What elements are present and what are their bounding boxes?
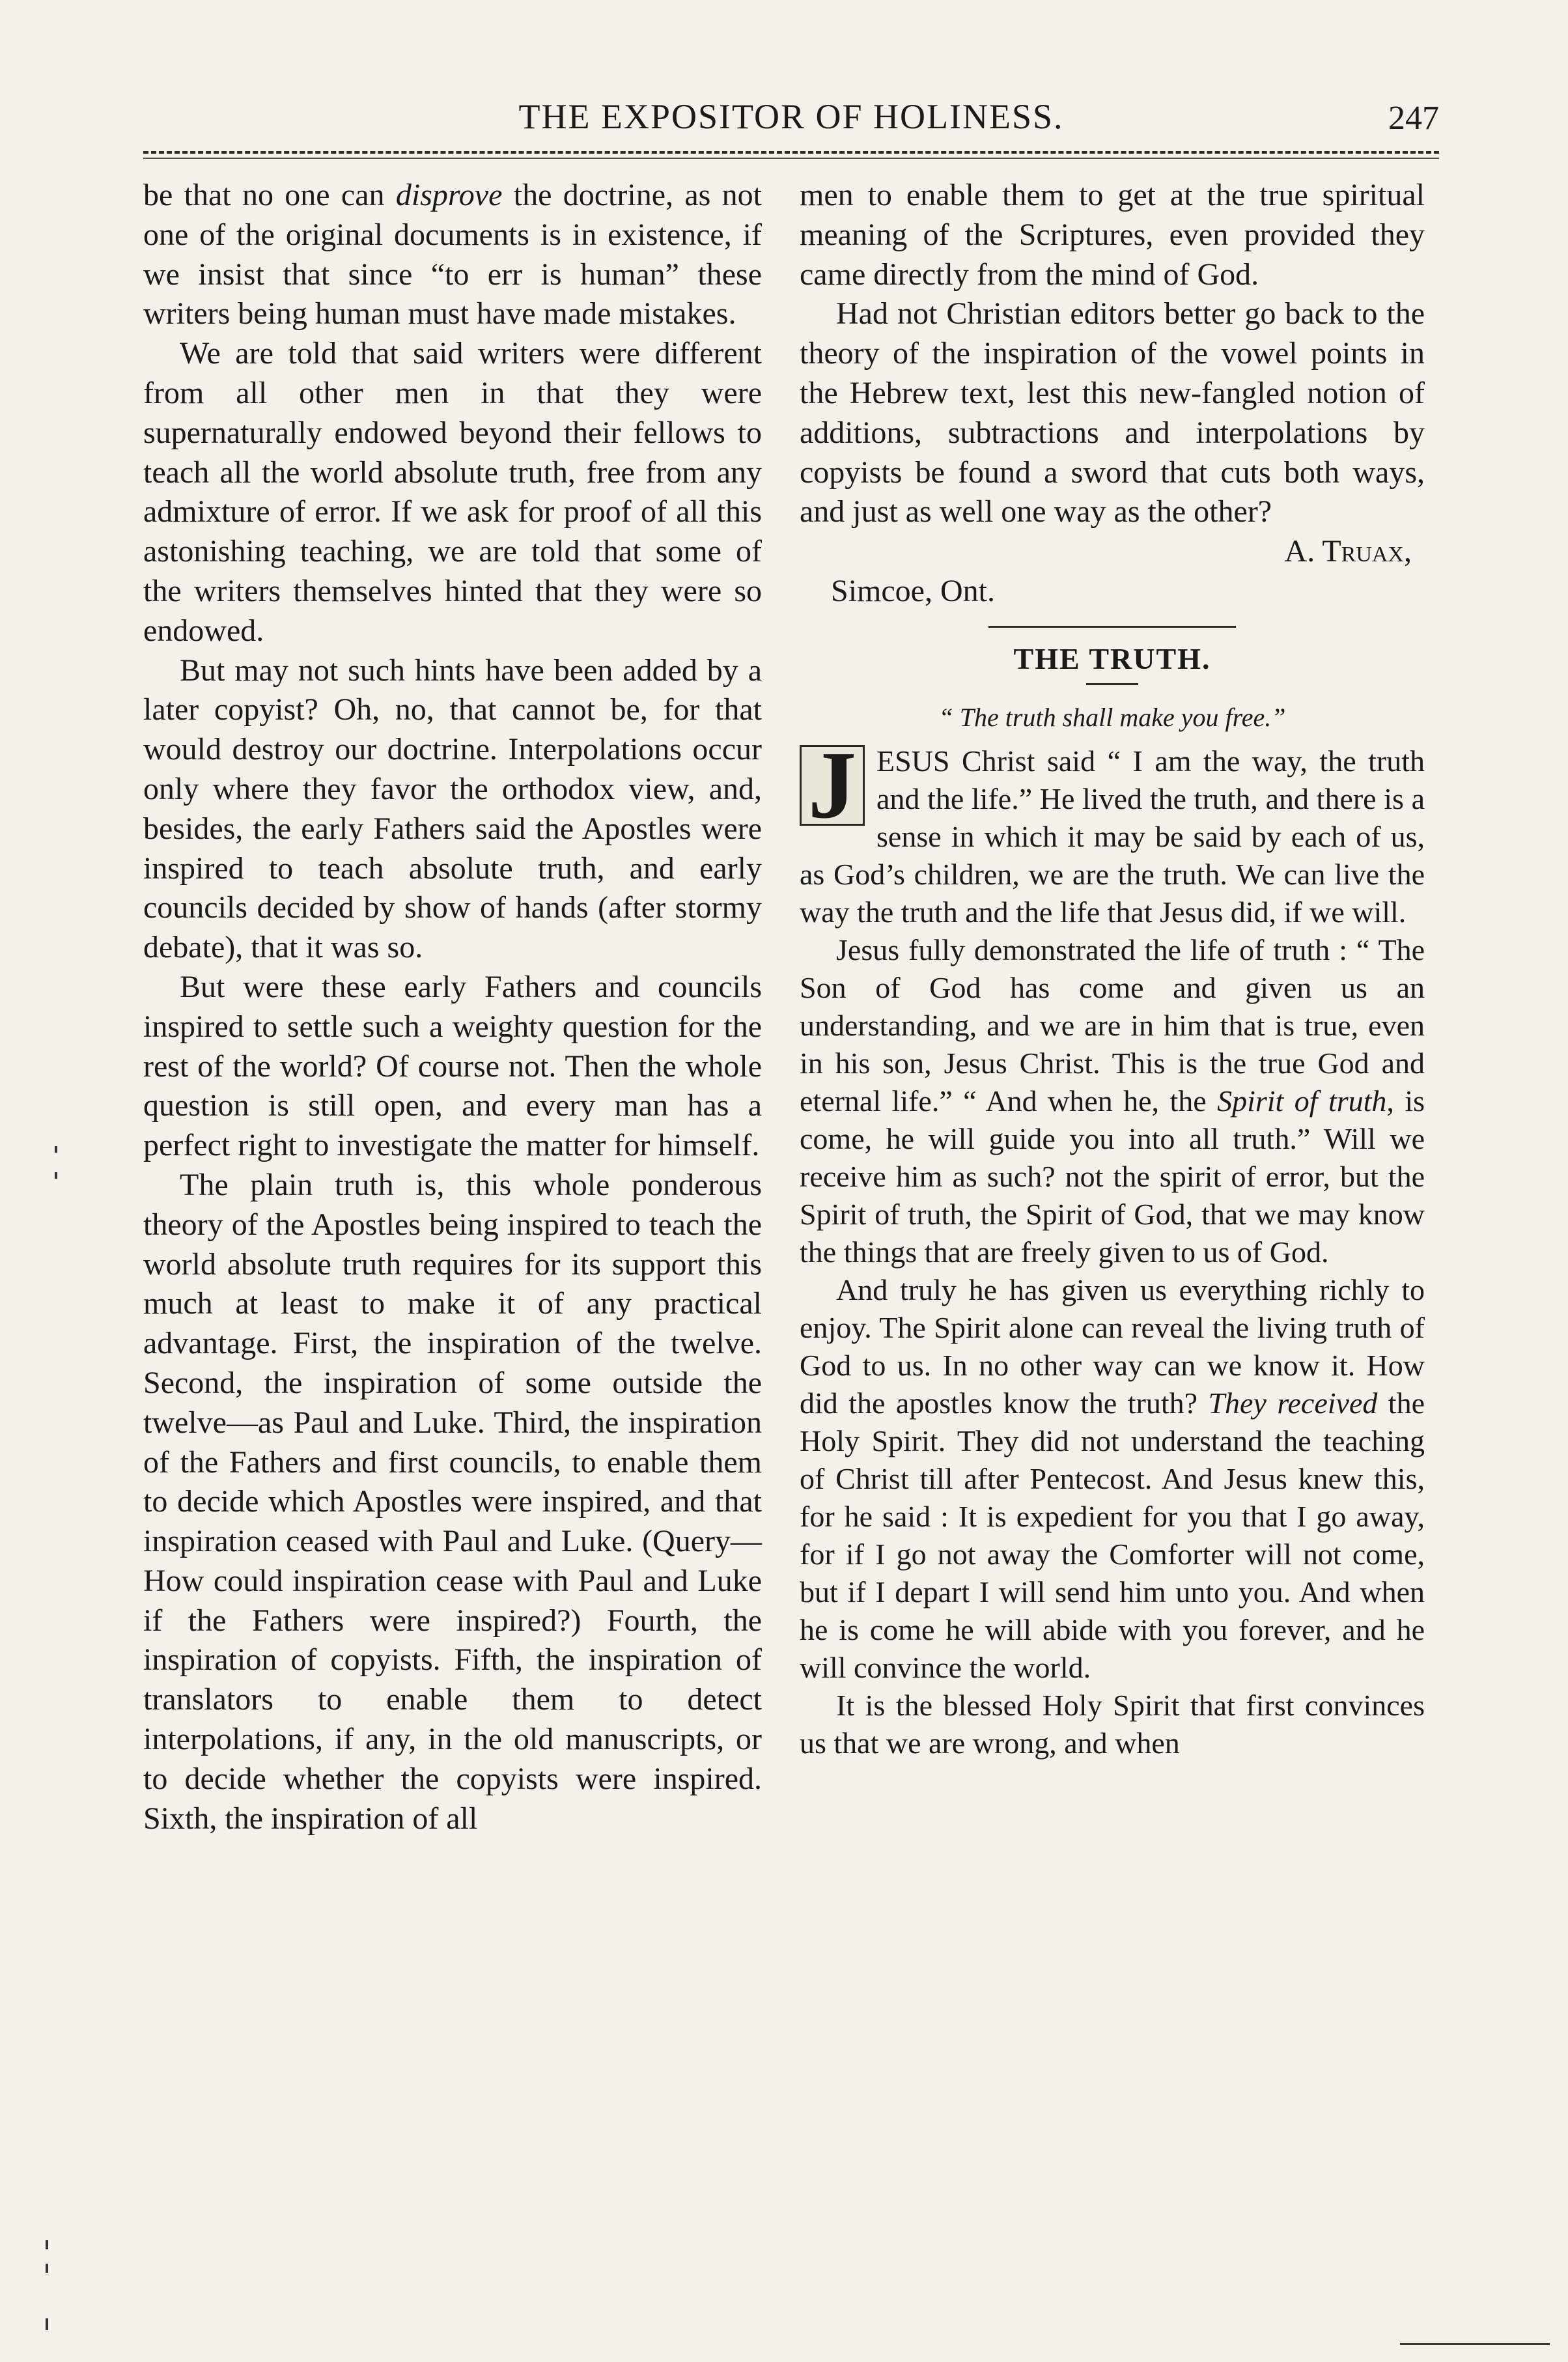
opening-paragraph: [800, 732, 1425, 931]
text-run: ESUS Christ said “ I am the way, the truth and the life.” He lived the truth, and there is a sense in which it may be said by each of us, as God’s children, we are the truth. We can live the way the truth and the life that Jesus did, if we will.: [800, 744, 1425, 929]
text-run: the Holy Spirit. They did not understand the teaching of Christ till after Pentecost. And Jesus knew this, for he said : It is expedient for you that I go away, for if I go not away the Comforter will not come, but if I depart I will send him unto you. And when he is come he will abide with you forever, and he will convince the world.: [800, 1386, 1425, 1685]
text-run: , is come, he will guide you into all truth.” Will we receive him as such? not the spirit of error, but the Spirit of truth, the Spirit of God, that we may know the things that are freely given to us of God.: [800, 1084, 1425, 1269]
page-number: 247: [1388, 100, 1439, 137]
drop-cap: J: [800, 745, 865, 826]
section-title: THE TRUTH.: [1013, 641, 1211, 675]
margin-mark: [46, 2264, 48, 2273]
paragraph: Had not Christian editors better go back to the theory of the inspiration of the vowel points in the Hebrew text, lest this new-fangled notion of additions, subtractions and interpolations by copyists be found a sword that cuts both ways, and just as well one way as the other?: [800, 296, 1425, 529]
text-run: Jesus fully demonstrated the life of truth : “ The Son of God has come and given us an understanding, and we are in him that is true, even in his son, Jesus Christ. This is the true God and eternal life.” “ And when he, the: [800, 933, 1425, 1118]
paragraph: [800, 931, 1425, 1271]
author-signature: A. Truax,: [1284, 534, 1412, 569]
right-column: [800, 176, 1425, 1762]
margin-mark: [46, 2240, 48, 2249]
paragraph: But may not such hints have been added by a later copyist? Oh, no, that cannot be, for that would destroy our doctrine. Interpolations occur only where they favor the orthodox view, and, besides, the early Fathers said the Apostles were inspired to teach absolute truth, and early councils decided by show of hands (after stormy debate), that it was so.: [143, 653, 762, 965]
paragraph: But were these early Fathers and councils inspired to settle such a weighty question for the rest of the world? Of course not. Then the whole question is still open, and every man has a perfect right to investigate the matter for himself.: [143, 969, 762, 1163]
margin-mark: [55, 1146, 57, 1153]
emphasis: Spirit of truth: [1217, 1084, 1387, 1118]
text-run: be that no one can: [143, 178, 396, 212]
author-location: Simcoe, Ont.: [831, 573, 995, 608]
paragraph: [800, 1271, 1425, 1687]
text-run: And truly he has given us everything richly to enjoy. The Spirit alone can reveal the living truth of God to us. In no other way can we know it. How did the apostles know the truth?: [800, 1273, 1425, 1420]
epigraph: “ The truth shall make you free.”: [938, 702, 1286, 732]
paragraph: The plain truth is, this whole ponderous theory of the Apostles being inspired to teach the world absolute truth requires for its support this much at least to make it of any practical advantage. First, the inspiration of the twelve. Second, the inspiration of some outside the twelve—as Paul and Luke. Third, the inspiration of the Fathers and first councils, to enable them to decide which Apostles were inspired, and that inspiration ceased with Paul and Luke. (Query—How could inspiration cease with Paul and Luke if the Fathers were inspired?) Fourth, the inspiration of copyists. Fifth, the inspiration of translators to enable them to detect interpolations, if any, in the old manuscripts, or to decide whether the copyists were inspired. Sixth, the inspiration of all: [143, 1167, 762, 1836]
page-header: [143, 96, 1439, 148]
paragraph: We are told that said writers were different from all other men in that they were supernaturally endowed beyond their fellows to teach all the world absolute truth, free from any admixture of error. If we ask for proof of all this astonishing teaching, we are told that some of the writers themselves hinted that they were so endowed.: [143, 336, 762, 648]
paragraph-continued: men to enable them to get at the true spiritual meaning of the Scriptures, even provided they came directly from the mind of God.: [800, 178, 1425, 292]
emphasis-disprove: disprove: [395, 178, 503, 212]
running-title: THE EXPOSITOR OF HOLINESS.: [518, 97, 1064, 136]
margin-mark: [46, 2318, 48, 2330]
section-divider: [988, 626, 1236, 628]
text-run: the doctrine, as not one of the original documents is in existence, if we insist that since “to err is human” these writers being human must have made mistakes.: [143, 178, 762, 331]
margin-mark: [55, 1172, 57, 1179]
paragraph-continued: [143, 176, 762, 334]
header-rule: [143, 151, 1439, 154]
left-column: [143, 176, 762, 1838]
title-underline: [1086, 683, 1138, 685]
emphasis: They received: [1208, 1386, 1378, 1420]
header-rule-thin: [143, 158, 1439, 159]
footer-rule: [1400, 2343, 1550, 2345]
paragraph: It is the blessed Holy Spirit that first convinces us that we are wrong, and when: [800, 1689, 1425, 1760]
